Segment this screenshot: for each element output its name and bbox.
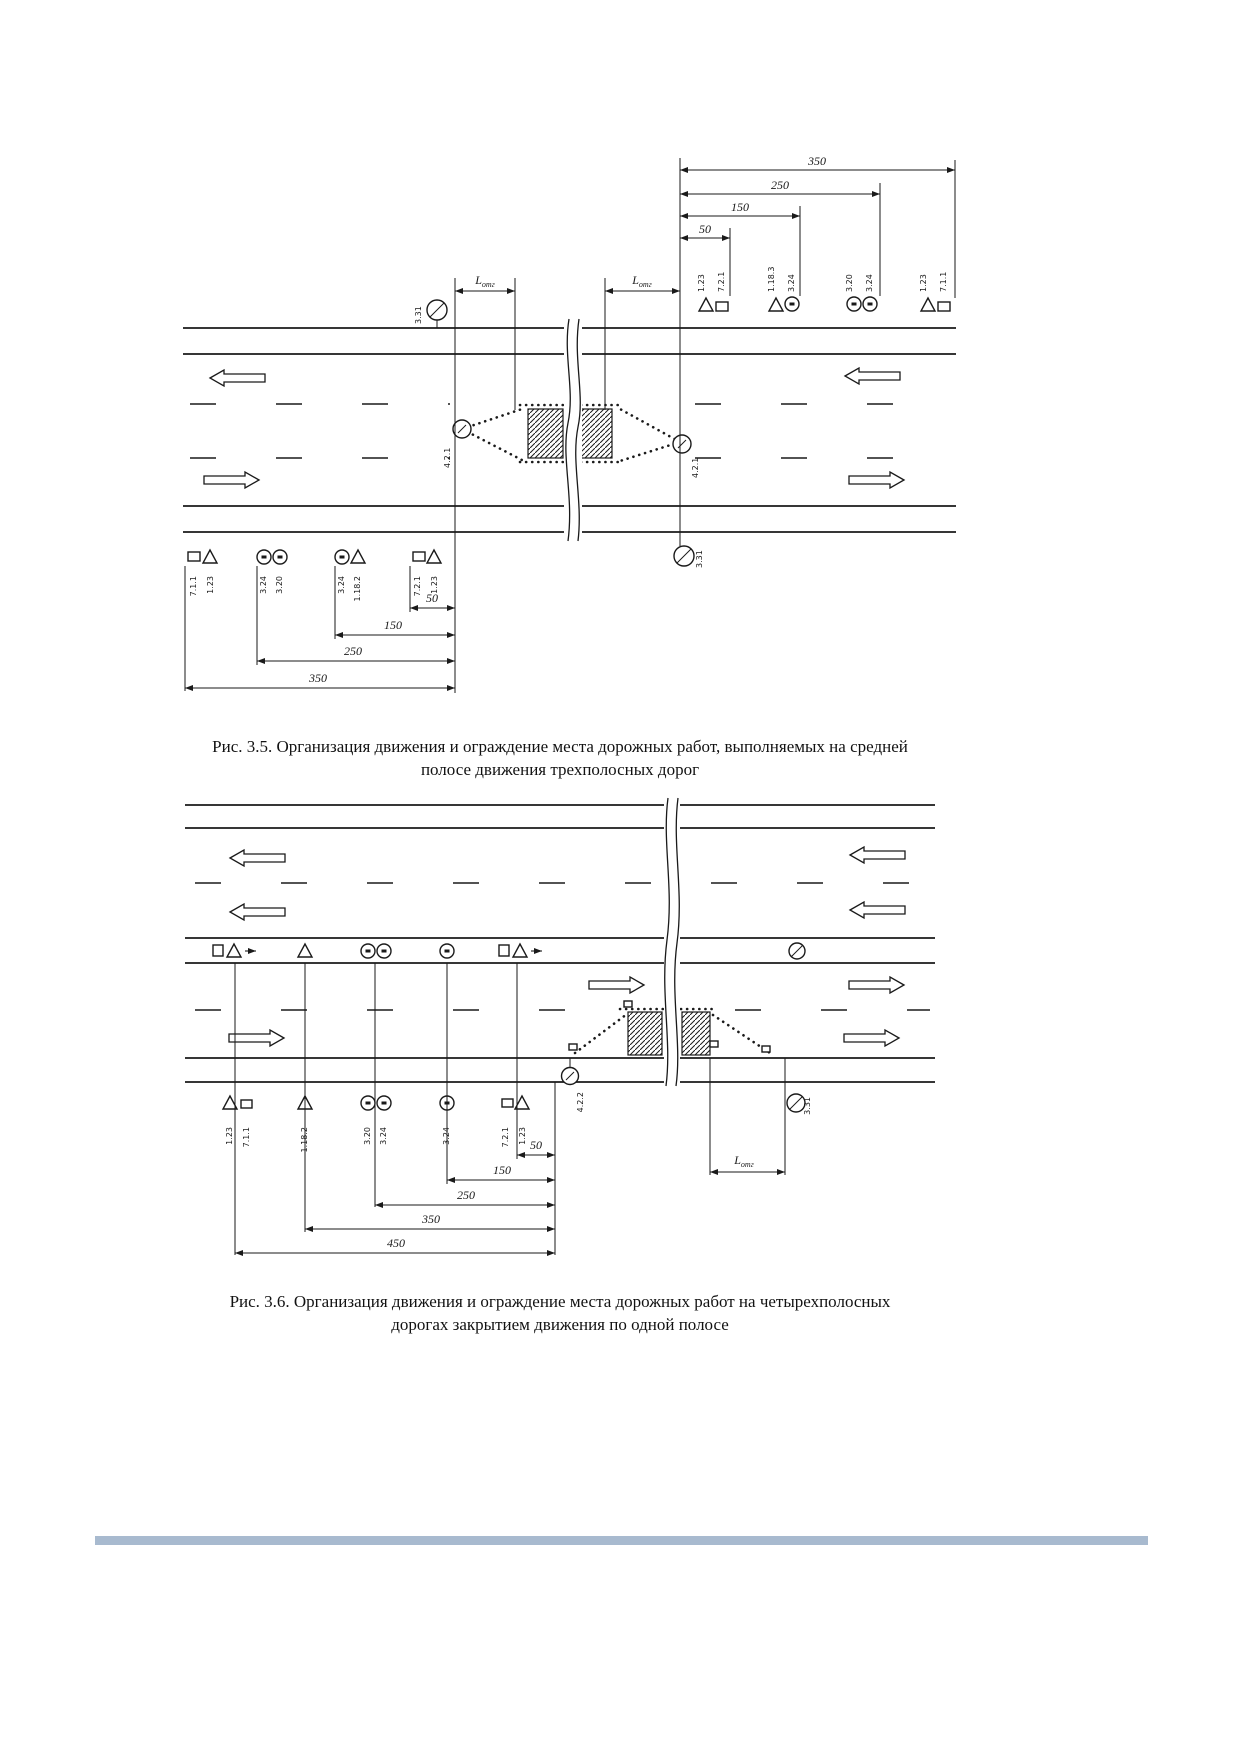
dimension-label: 150 — [731, 200, 749, 214]
sign-code-label: 1.18.3 — [767, 266, 776, 292]
upper-distance-dimensions — [680, 154, 955, 546]
left-arrow-icon — [210, 370, 265, 386]
sign-code-label: 3.20 — [275, 576, 284, 594]
sign-code-label: 4.2.1 — [443, 447, 452, 468]
roadwork-sign-group — [499, 944, 542, 957]
right-arrow-icon — [589, 977, 644, 993]
sign-code-label: 1.23 — [919, 274, 928, 292]
roadwork-sign-group — [361, 944, 391, 958]
roadwork-sign-group — [335, 550, 365, 601]
sign-code-label: 3.31 — [414, 306, 423, 324]
sign-code-label: 3.20 — [845, 274, 854, 292]
roadwork-sign-group — [188, 550, 217, 596]
four-lane-road — [185, 805, 935, 1082]
dimension-label: 450 — [387, 1236, 405, 1250]
roadwork-sign-group — [440, 944, 454, 958]
sign-code-label: 7.2.1 — [501, 1127, 510, 1148]
end-of-restrictions-sign-top — [427, 300, 447, 328]
detour-sign-right-icon — [673, 435, 691, 453]
figure-3-6-diagram — [150, 795, 970, 1270]
taper-length-label: $L_{отг}$ — [632, 273, 652, 289]
end-of-restrictions-sign-median — [789, 943, 805, 959]
sign-code-label: 3.24 — [865, 274, 874, 292]
left-arrow-icon — [230, 904, 285, 920]
roadwork-sign-group — [257, 550, 287, 594]
sign-code-label: 4.2.2 — [576, 1092, 585, 1113]
roadwork-sign-group — [767, 267, 799, 311]
sign-code-label: 1.18.2 — [300, 1127, 309, 1153]
sign-code-label: 1.23 — [206, 576, 215, 594]
detour-sign-icon — [562, 1058, 579, 1085]
roadwork-sign-group — [223, 1096, 252, 1147]
sign-code-label: 1.23 — [225, 1127, 234, 1145]
right-arrow-icon — [204, 472, 259, 488]
roadwork-sign-group — [501, 1096, 529, 1147]
roadwork-sign-group — [361, 1096, 391, 1145]
sign-code-label: 1.23 — [430, 576, 439, 594]
end-of-restrictions-sign-bottom — [674, 546, 694, 566]
roadwork-sign-group — [845, 274, 877, 311]
dimension-label: 350 — [309, 671, 327, 685]
sign-code-label: 3.31 — [695, 550, 704, 568]
sign-code-label: 3.24 — [442, 1127, 451, 1145]
drawing-break — [564, 318, 582, 542]
dimension-label: 250 — [457, 1188, 475, 1202]
sign-code-label: 7.1.1 — [189, 576, 198, 597]
right-arrow-icon — [849, 472, 904, 488]
sign-code-label: 3.31 — [803, 1097, 812, 1115]
left-arrow-icon — [850, 902, 905, 918]
drawing-break — [664, 797, 680, 1086]
dimension-label: 250 — [344, 644, 362, 658]
dimension-label: 50 — [426, 591, 438, 605]
dimension-label: 50 — [699, 222, 711, 236]
dimension-label: 250 — [771, 178, 789, 192]
roadwork-sign-group — [213, 944, 256, 957]
sign-code-label: 3.24 — [337, 576, 346, 594]
caption-line: Рис. 3.5. Организация движения и ограждение места дорожных работ, выполняемых на средней — [212, 737, 908, 756]
dimension-label: 150 — [493, 1163, 511, 1177]
right-arrow-icon — [849, 977, 904, 993]
dimension-label: 350 — [808, 154, 826, 168]
sign-code-label: 1.23 — [697, 274, 706, 292]
detour-sign-left-icon — [453, 420, 471, 438]
dimension-label: 50 — [530, 1138, 542, 1152]
figure-3-5-caption — [145, 735, 975, 781]
roadwork-sign-group — [298, 944, 312, 957]
sign-code-label: 3.20 — [363, 1127, 372, 1145]
sign-code-label: 7.1.1 — [242, 1127, 251, 1148]
sign-code-label: 1.18.2 — [353, 576, 362, 602]
figure-3-5-diagram — [150, 128, 970, 713]
bottom-rule-bar — [95, 1536, 1148, 1545]
dimension-label: 350 — [422, 1212, 440, 1226]
left-arrow-icon — [850, 847, 905, 863]
distance-dimensions — [235, 963, 555, 1255]
roadwork-sign-group — [413, 550, 441, 596]
sign-code-label: 3.24 — [379, 1127, 388, 1145]
roadwork-sign-group — [919, 272, 950, 311]
taper-dimension — [710, 1058, 785, 1175]
median-sign-row — [213, 943, 805, 959]
roadwork-sign-group — [697, 272, 728, 311]
sign-code-label: 1.23 — [518, 1127, 527, 1145]
caption-line: дорогах закрытием движения по одной полосе — [391, 1315, 729, 1334]
sign-code-label: 3.24 — [787, 274, 796, 292]
sign-code-label: 4.2.1 — [691, 457, 700, 478]
sign-code-label: 7.2.1 — [413, 576, 422, 597]
caption-line: Рис. 3.6. Организация движения и ограждение места дорожных работ на четырехполосных — [229, 1292, 891, 1311]
sign-code-label: 7.1.1 — [939, 271, 948, 292]
left-arrow-icon — [845, 368, 900, 384]
caption-line: полосе движения трехполосных дорог — [420, 760, 700, 779]
right-arrow-icon — [229, 1030, 284, 1046]
left-arrow-icon — [230, 850, 285, 866]
end-of-restrictions-sign — [785, 1058, 805, 1175]
sign-code-label: 7.2.1 — [717, 271, 726, 292]
figure-3-6-caption — [145, 1290, 975, 1336]
right-arrow-icon — [844, 1030, 899, 1046]
sign-code-label: 3.24 — [259, 576, 268, 594]
taper-length-label: $L_{отг}$ — [475, 273, 495, 289]
taper-length-label: $L_{отг}$ — [734, 1153, 754, 1169]
dimension-label: 150 — [384, 618, 402, 632]
